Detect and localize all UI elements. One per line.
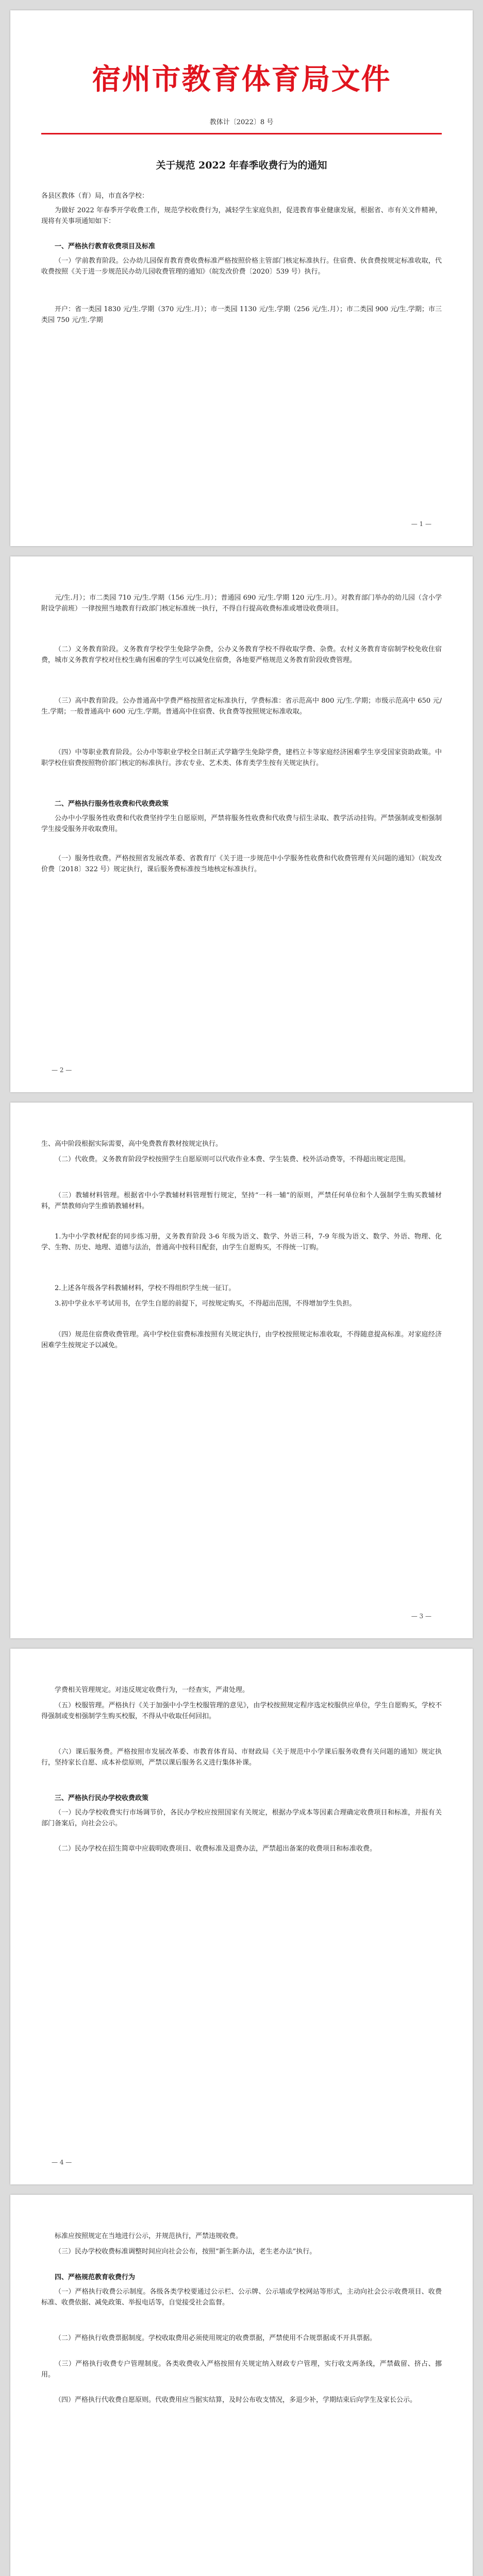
paragraph: （三）严格执行收费专户管理制度。各类收费收入严格按照有关规定纳入财政专户管理，实行收支两条线，严禁截留、挤占、挪用。 bbox=[41, 2360, 442, 2379]
paragraph: （一）服务性收费。严格按照省发展改革委、省教育厅《关于进一步规范中小学服务性收费和代收费管理有关问题的通知》（皖发改价费〔2018〕322 号）规定执行，课后服务费标准按当地核定标准执行。 bbox=[41, 855, 442, 873]
paragraph: 公办中小学服务性收费和代收费坚持学生自愿原则，严禁将服务性收费和代收费与招生录取、教学活动挂钩。严禁强制或变相强制学生接受服务并收取费用。 bbox=[41, 815, 442, 833]
paragraph: 2.上述各年级各学科教辅材料，学校不得组织学生统一征订。 bbox=[55, 1284, 236, 1292]
section-heading: 四、严格规范教育收费行为 bbox=[55, 2274, 136, 2281]
page-5 bbox=[10, 2195, 473, 2576]
paragraph: 学费相关管理规定。对违反规定收费行为，一经查实，严肃处理。 bbox=[55, 1686, 249, 1694]
page-number: — 1 — bbox=[411, 520, 431, 528]
document-number: 教体计〔2022〕8 号 bbox=[209, 118, 274, 126]
paragraph: （二）义务教育阶段。义务教育学校学生免除学杂费，公办义务教育学校不得收取学费、杂费。农村义务教育寄宿制学校免收住宿费，城市义务教育学校对住校生确有困难的学生可以减免住宿费，各地要严格规范义务教育阶段收费管理。 bbox=[41, 646, 442, 664]
paragraph: （一）民办学校收费实行市场调节价，各民办学校应按照国家有关规定，根据办学成本等因素合理确定收费项目和标准，并报有关部门备案后，向社会公示。 bbox=[41, 1809, 442, 1827]
section-heading: 一、严格执行教育收费项目及标准 bbox=[55, 243, 156, 250]
paragraph: （四）规范住宿费收费管理。高中学校住宿费标准按照有关规定执行，由学校按照规定标准收取，不得随意提高标准。对家庭经济困难学生按规定予以减免。 bbox=[41, 1331, 442, 1349]
paragraph: 3.初中学业水平考试用书，在学生自愿的前提下，可按规定购买，不得超出范围，不得增加学生负担。 bbox=[55, 1300, 356, 1308]
paragraph: 元/生.月）；市二类园 710 元/生.学期（156 元/生.月）；普通园 690 元/生.学期 120 元/生.月）。对教育部门举办的幼儿园（含小学附设学前班）一律按照当地教育行政部门核定标准统一执行，不得自行提高收费标准或增设收费项目。 bbox=[41, 594, 442, 613]
paragraph: 为做好 2022 年春季开学收费工作，规范学校收费行为，减轻学生家庭负担，促进教育事业健康发展，根据省、市有关文件精神，现将有关事项通知如下： bbox=[41, 207, 442, 225]
paragraph: 开户：省一类园 1830 元/生.学期（370 元/生.月）；市一类园 1130 元/生.学期（256 元/生.月）；市二类园 900 元/生.学期；市三类园 750 元/生.学期 bbox=[41, 306, 442, 324]
paragraph: 生、高中阶段根据实际需要，高中免费教育教材按规定执行。 bbox=[41, 1140, 223, 1148]
document-header-title: 宿州市教育体育局文件 bbox=[92, 63, 391, 96]
page-number: — 4 — bbox=[52, 2159, 72, 2166]
section-heading: 二、严格执行服务性收费和代收费政策 bbox=[55, 800, 169, 808]
page-1 bbox=[10, 10, 473, 546]
paragraph: （一）严格执行收费公示制度。各级各类学校要通过公示栏、公示牌、公示墙或学校网站等形式，主动向社会公示收费项目、收费标准、收费依据、减免政策、举报电话等，自觉接受社会监督。 bbox=[41, 2288, 442, 2307]
paragraph: （五）校服管理。严格执行《关于加强中小学生校服管理的意见》，由学校按照规定程序选定校服供应单位，学生自愿购买，学校不得强制或变相强制学生购买校服，不得从中收取任何回扣。 bbox=[41, 1702, 442, 1720]
paragraph: （二）民办学校在招生简章中应载明收费项目、收费标准及退费办法，严禁超出备案的收费项目和标准收费。 bbox=[55, 1845, 377, 1853]
paragraph: （四）严格执行代收费自愿原则。代收费用应当据实结算，及时公布收支情况，多退少补，学期结束后向学生及家长公示。 bbox=[55, 2396, 417, 2404]
page-4 bbox=[10, 1649, 473, 2184]
page-3 bbox=[10, 1103, 473, 1638]
paragraph: （三）民办学校收费标准调整时间应向社会公布，按照“新生新办法，老生老办法”执行。 bbox=[55, 2248, 317, 2256]
document-title: 关于规范 2022 年春季收费行为的通知 bbox=[156, 160, 327, 171]
paragraph: （二）代收费。义务教育阶段学校按照学生自愿原则可以代收作业本费、学生装费、校外活动费等，不得超出规定范围。 bbox=[55, 1156, 410, 1163]
section-heading: 三、严格执行民办学校收费政策 bbox=[55, 1794, 149, 1802]
page-number: — 3 — bbox=[411, 1613, 431, 1620]
paragraph: （六）课后服务费。严格按照市发展改革委、市教育体育局、市财政局《关于规范中小学课后服务收费有关问题的通知》规定执行，坚持家长自愿、成本补偿原则，严禁以课后服务名义进行集体补课。 bbox=[41, 1748, 442, 1767]
paragraph: （三）高中教育阶段。公办普通高中学费严格按照省定标准执行，学费标准：省示范高中 800 元/生.学期；市级示范高中 650 元/生.学期；一般普通高中 600 元/生.学期。普通高中住宿费、伙食费等按照规定标准收取。 bbox=[41, 697, 442, 716]
red-divider bbox=[41, 133, 442, 134]
page-number: — 2 — bbox=[52, 1066, 72, 1074]
paragraph: （二）严格执行收费票据制度。学校收取费用必须使用规定的收费票据，严禁使用不合规票据或不开具票据。 bbox=[55, 2334, 377, 2342]
paragraph: （三）教辅材料管理。根据省中小学教辅材料管理暂行规定，坚持“一科一辅”的原则，严禁任何单位和个人强制学生购买教辅材料，严禁教师向学生推销教辅材料。 bbox=[41, 1192, 442, 1210]
paragraph: 各县区教体（育）局，市直各学校： bbox=[41, 192, 149, 200]
page-2 bbox=[10, 556, 473, 1092]
paragraph: 标准应按照规定在当地进行公示，并规范执行，严禁违规收费。 bbox=[55, 2232, 243, 2240]
paragraph: （四）中等职业教育阶段。公办中等职业学校全日制正式学籍学生免除学费，建档立卡等家庭经济困难学生享受国家资助政策。中职学校住宿费按照物价部门核定的标准执行。涉农专业、艺术类、体育类学生按有关规定执行。 bbox=[41, 749, 442, 767]
paragraph: 1.为中小学教材配套的同步练习册，义务教育阶段 3-6 年级为语文、数学、外语三科，7-9 年级为语文、数学、外语、物理、化学、生物、历史、地理、道德与法治，普通高中按科目配套，由学生自愿购买，不得统一订购。 bbox=[41, 1233, 442, 1251]
paragraph: （一）学前教育阶段。公办幼儿园保育教育费收费标准严格按照价格主管部门核定标准执行。住宿费、伙食费按规定标准收取，代收费按照《关于进一步规范民办幼儿园收费管理的通知》（皖发改价费〔2020〕539 号）执行。 bbox=[41, 257, 442, 276]
